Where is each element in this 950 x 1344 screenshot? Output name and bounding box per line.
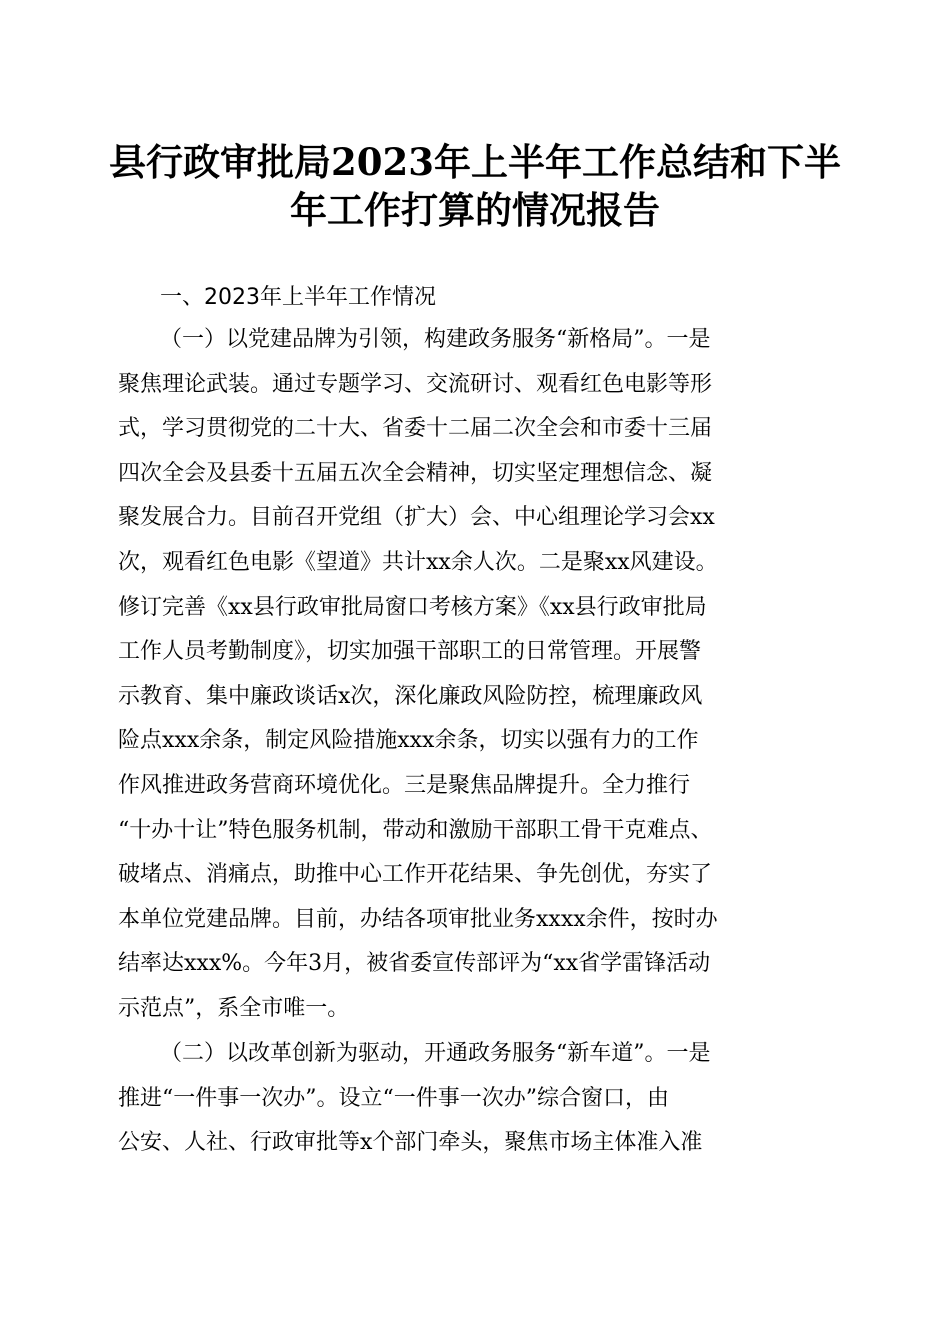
text-line: 次，观看红色电影《望道》共计xx余人次。二是聚xx风建设。 (118, 549, 718, 575)
paragraph-2 (118, 1032, 838, 1166)
section-heading: 一、2023年上半年工作情况 (160, 285, 436, 310)
text-line: 工作人员考勤制度》，切实加强干部职工的日常管理。开展警 (118, 639, 702, 665)
text-line: 式，学习贯彻党的二十大、省委十二届二次全会和市委十三届 (118, 416, 713, 442)
text-line: 结率达xxx%。今年3月，被省委宣传部评为“xx省学雷锋活动 (118, 951, 711, 977)
text-line: 修订完善《xx县行政审批局窗口考核方案》《xx县行政审批局 (118, 594, 707, 620)
paragraph-1 (118, 318, 838, 1032)
text-line: 聚焦理论武装。通过专题学习、交流研讨、观看红色电影等形 (118, 371, 713, 397)
text-line: “十办十让”特色服务机制，带动和激励干部职工骨干克难点、 (118, 817, 713, 843)
text-line: 示教育、集中廉政谈话x次，深化廉政风险防控，梳理廉政风 (118, 683, 703, 709)
text-line: 险点xxx余条，制定风险措施xxx余条，切实以强有力的工作 (118, 728, 699, 754)
text-line: 本单位党建品牌。目前，办结各项审批业务xxxx余件，按时办 (118, 906, 718, 932)
text-line: 破堵点、消痛点，助推中心工作开花结果、争先创优，夯实了 (118, 862, 713, 888)
text-line: （一）以党建品牌为引领，构建政务服务“新格局”。一是 (160, 327, 711, 352)
document-title (100, 138, 850, 234)
text-line: 公安、人社、行政审批等x个部门牵头，聚焦市场主体准入准 (118, 1130, 703, 1156)
text-line: 示范点”，系全市唯一。 (118, 995, 350, 1021)
title-line: 年工作打算的情况报告 (290, 188, 660, 232)
text-line: （二）以改革创新为驱动，开通政务服务“新车道”。一是 (160, 1041, 711, 1066)
title-line: 县行政审批局2023年上半年工作总结和下半 (109, 140, 841, 184)
text-line: 四次全会及县委十五届五次全会精神，切实坚定理想信念、凝 (118, 460, 713, 486)
text-line: 作风推进政务营商环境优化。三是聚焦品牌提升。全力推行 (118, 772, 691, 798)
text-line: 聚发展合力。目前召开党组（扩大）会、中心组理论学习会xx (118, 505, 715, 531)
text-line: 推进“一件事一次办”。设立“一件事一次办”综合窗口，由 (118, 1085, 669, 1111)
